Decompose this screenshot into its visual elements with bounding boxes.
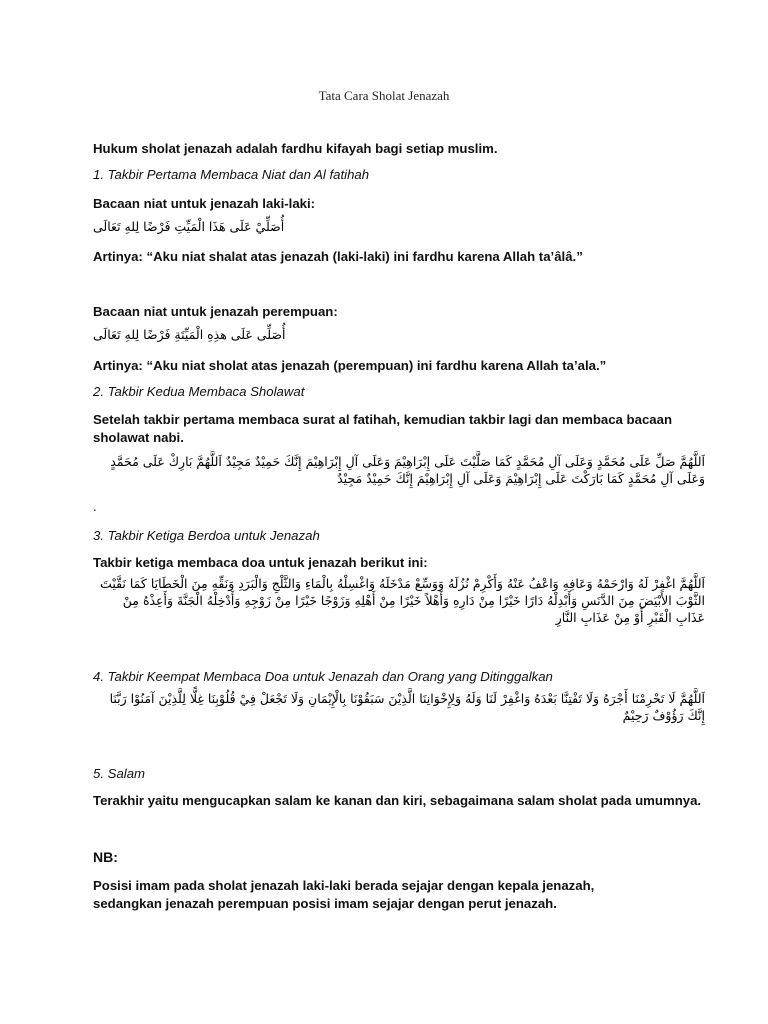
nb-label: NB:	[93, 849, 118, 865]
intro-text: Hukum sholat jenazah adalah fardhu kifayah bagi setiap muslim.	[93, 141, 498, 156]
step5-text: Terakhir yaitu mengucapkan salam ke kanan dan kiri, sebagaimana salam sholat pada umumnya.	[93, 793, 702, 808]
step4-heading: 4. Takbir Keempat Membaca Doa untuk Jenazah dan Orang yang Ditinggalkan	[93, 669, 553, 684]
male-niat-label: Bacaan niat untuk jenazah laki-laki:	[93, 196, 316, 211]
nb-line-1: Posisi imam pada sholat jenazah laki-laki berada sejajar dengan kepala jenazah,	[93, 878, 595, 893]
step5-heading: 5. Salam	[93, 766, 146, 781]
female-niat-arabic: أُصَلِّى عَلَى هذِهِ الْمَيِّتَةِ فَرْضًا لِلهِ تَعَالَى	[93, 327, 286, 342]
doa-jenazah-arabic: اَللَّهُمَّ اغْفِرْ لَهُ وَارْحَمْهُ وَعَافِهِ وَاعْفُ عَنْهُ وَأَكْرِمْ نُزُلَهُ وَوَسِّعْ مَدْخَلَهُ وَاغْسِلْهُ بِالْمَاءِ وَالثَّلْجِ وَالْبَرَدِ وَنَقِّهِ مِنَ الْخَطَايَا كَمَا نَقَّيْتَ الثَّوْبَ الأَبْيَضَ مِنَ الدَّنَسِ وَأَبْدِلْهُ دَارًا خَيْرًا مِنْ دَارِهِ وَأَهْلاً خَيْرًا مِنْ أَهْلِهِ وَزَوْجًا خَيْرًا مِنْ زَوْجِهِ وَأَدْخِلْهُ الْجَنَّةَ وَأَعِذْهُ مِنْ عَذَابِ الْقَبْرِ أَوْ مِنْ عَذَابِ النَّارِ	[100, 576, 705, 625]
sholawat-arabic: اَللَّهُمَّ صَلِّ عَلَى مُحَمَّدٍ وَعَلَى آلِ مُحَمَّدٍ كَمَا صَلَّيْتَ عَلَى إِبْرَاهِيْمَ وَعَلَى آلِ إِبْرَاهِيْمَ إِنَّكَ حَمِيْدٌ مَجِيْدٌ اَللَّهُمَّ بَارِكْ عَلَى مُحَمَّدٍ وَعَلَى آلِ مُحَمَّدٍ كَمَا بَارَكْتَ عَلَى إِبْرَاهِيْمَ وَعَلَى آلِ إِبْرَاهِيْمَ إِنَّكَ حَمِيْدٌ مَجِيْدٌ	[110, 454, 705, 486]
male-niat-arabic: أُصَلِّيْ عَلَى هَذَا الْمَيِّتِ فَرْضًا لِلهِ تَعَالَى	[93, 219, 285, 234]
step1-heading: 1. Takbir Pertama Membaca Niat dan Al fatihah	[93, 167, 370, 182]
doa-ditinggalkan-arabic: اَللَّهُمَّ لَا تَحْرِمْنَا أَجْرَهُ وَلَا تَفْتِنَّا بَعْدَهُ وَاغْفِرْ لَنَا وَلَهُ وَلِإِخْوَانِنَا الَّذِيْنَ سَبَقُوْنَا بِالْإِيْمَانِ وَلَا تَجْعَلْ فِيْ قُلُوْبِنَا غِلًّا لِلَّذِيْنَ آمَنُوْا رَبَّنَا إِنَّكَ رَؤُوْفٌ رَحِيْمٌ	[109, 691, 705, 723]
nb-line-2: sedangkan jenazah perempuan posisi imam sejajar dengan perut jenazah.	[93, 896, 557, 911]
female-niat-label: Bacaan niat untuk jenazah perempuan:	[93, 304, 338, 319]
step3-heading: 3. Takbir Ketiga Berdoa untuk Jenazah	[93, 528, 320, 543]
document-title: Tata Cara Sholat Jenazah	[318, 88, 450, 103]
step3-text: Takbir ketiga membaca doa untuk jenazah berikut ini:	[93, 555, 428, 570]
step2-text: Setelah takbir pertama membaca surat al fatihah, kemudian takbir lagi dan membaca bacaan sholawat nabi.	[93, 412, 673, 445]
female-niat-translation: Artinya: “Aku niat sholat atas jenazah (perempuan) ini fardhu karena Allah ta’ala.”	[93, 358, 607, 373]
male-niat-translation: Artinya: “Aku niat shalat atas jenazah (laki-laki) ini fardhu karena Allah ta’âlâ.”	[93, 249, 583, 264]
stray-dot: .	[93, 499, 97, 514]
step2-heading: 2. Takbir Kedua Membaca Sholawat	[93, 384, 305, 399]
